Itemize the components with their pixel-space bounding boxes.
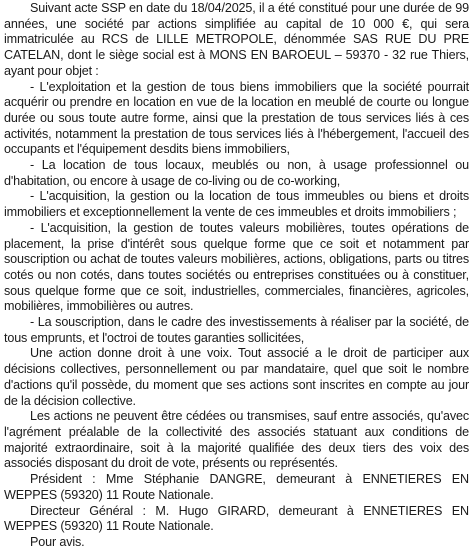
purpose-securities: - L'acquisition, la gestion de toutes valeurs mobilières, toutes opérations de placement, la prise d'intérêt sous quelque forme que ce soit et notamment par souscription ou achat de toutes valeurs mobilières, actions, obligations, parts ou titres cotés ou non cotés, dans toutes sociétés ou entreprises constituées ou à constituer, sous quelque forme que ce soit, industrielles, commerciales, financières, agricoles, mobilières, immobilières ou autres. bbox=[4, 220, 469, 314]
purpose-real-estate: - L'acquisition, la gestion ou la location de tous immeubles ou biens et droits immobiliers et exceptionnellement la vente de ces immeubles et droits immobiliers ; bbox=[4, 189, 469, 220]
purpose-premises-rental: - La location de tous locaux, meublés ou non, à usage professionnel ou d'habitation, ou encore à usage de co-living ou de co-working, bbox=[4, 158, 469, 188]
share-transfer-paragraph: Les actions ne peuvent être cédées ou transmises, sauf entre associés, qu'avec l'agrément préalable de la collectivité des associés statuant aux conditions de majorité extraordinaire, soit à la majorité qualifiée des deux tiers des voix des associés disposant du droit de vote, présents ou représentés. bbox=[4, 409, 469, 471]
general-director-paragraph: Directeur Général : M. Hugo GIRARD, demeurant à ENNETIERES EN WEPPES (59320) 11 Route Nationale. bbox=[4, 503, 469, 534]
closing-line: Pour avis. bbox=[30, 534, 85, 549]
purpose-furnished-rental: - L'exploitation et la gestion de tous biens immobiliers que la société pourrait acquérir ou prendre en location en vue de la location en meublé de courte ou longue durée ou sous toute autre forme, ainsi que la prestation de tous services liés à ces activités, notamment la prestation de tous services liés à l'hébergement, l'accueil des occupants et l'équipement desdits biens immobiliers, bbox=[4, 79, 469, 157]
president-paragraph: Président : Mme Stéphanie DANGRE, demeurant à ENNETIERES EN WEPPES (59320) 11 Route Nationale. bbox=[4, 472, 469, 502]
purpose-borrowing: - La souscription, dans le cadre des investissements à réaliser par la société, de tous emprunts, et l'octroi de toutes garanties sollicitées, bbox=[4, 315, 469, 345]
voting-rights-paragraph: Une action donne droit à une voix. Tout associé a le droit de participer aux décisions collectives, personnellement ou par mandataire, quel que soit le nombre d'actions qu'il possède, du moment que ses actions sont inscrites en compte au jour de la décision collective. bbox=[4, 346, 469, 408]
incorporation-paragraph: Suivant acte SSP en date du 18/04/2025, il a été constitué pour une durée de 99 années, une société par actions simplifiée au capital de 10 000 €, qui sera immatriculée au RCS de LILLE METROPOLE, dénommée SAS RUE DU PRE CATELAN, dont le siège social est à MONS EN BAROEUL – 59370 - 32 rue Thiers, ayant pour objet : bbox=[4, 1, 469, 78]
